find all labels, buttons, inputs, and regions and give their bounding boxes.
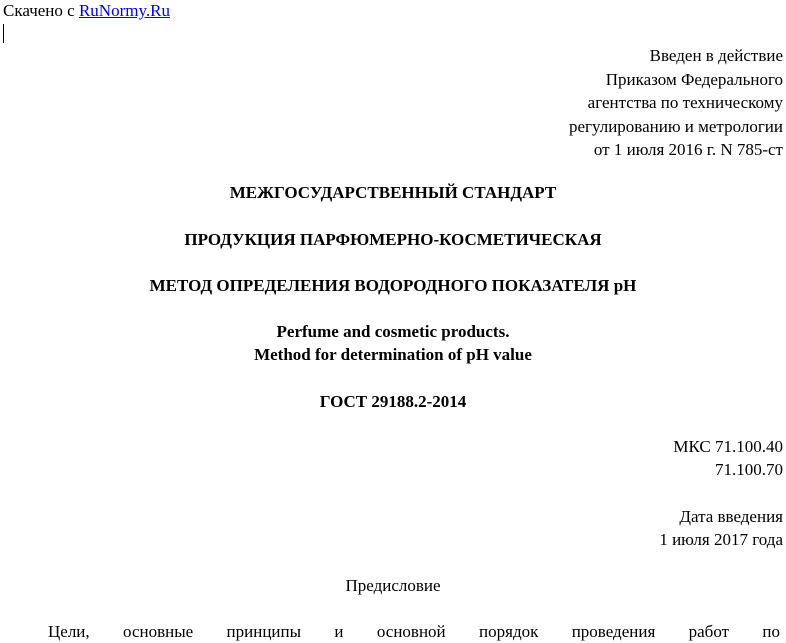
foreword-heading: Предисловие	[345, 576, 441, 595]
introduction-date-block	[659, 505, 783, 551]
method-heading: МЕТОД ОПРЕДЕЛЕНИЯ ВОДОРОДНОГО ПОКАЗАТЕЛЯ pH	[149, 276, 637, 295]
english-title-line-1: Perfume and cosmetic products.	[276, 322, 510, 341]
approval-line-5: от 1 июля 2016 г. N 785-ст	[593, 140, 783, 159]
foreword-paragraph-first-line: Цели, основные принципы и основной порядок проведения работ по	[48, 622, 780, 641]
mks-line-2: 71.100.70	[715, 460, 783, 479]
product-heading: ПРОДУКЦИЯ ПАРФЮМЕРНО-КОСМЕТИЧЕСКАЯ	[184, 230, 602, 249]
approval-line-4: регулированию и метрологии	[568, 116, 783, 136]
approval-line-3: агентства по техническому	[587, 93, 783, 112]
standard-heading: МЕЖГОСУДАРСТВЕННЫЙ СТАНДАРТ	[229, 183, 557, 202]
introduction-date-label: Дата введения	[679, 507, 783, 526]
mks-classification	[673, 435, 783, 481]
gost-number: ГОСТ 29188.2-2014	[319, 392, 467, 411]
source-link[interactable]: RuNormy.Ru	[78, 1, 170, 20]
english-title-line-2: Method for determination of pH value	[254, 345, 532, 364]
approval-line-2: Приказом Федерального	[605, 69, 783, 89]
source-prefix: Скачено с	[3, 1, 79, 20]
approval-block	[569, 44, 783, 162]
text-cursor	[3, 24, 4, 43]
source-line	[3, 1, 170, 21]
approval-line-1: Введен в действие	[649, 46, 783, 65]
mks-line-1: МКС 71.100.40	[673, 437, 783, 456]
introduction-date-value: 1 июля 2017 года	[659, 530, 783, 549]
